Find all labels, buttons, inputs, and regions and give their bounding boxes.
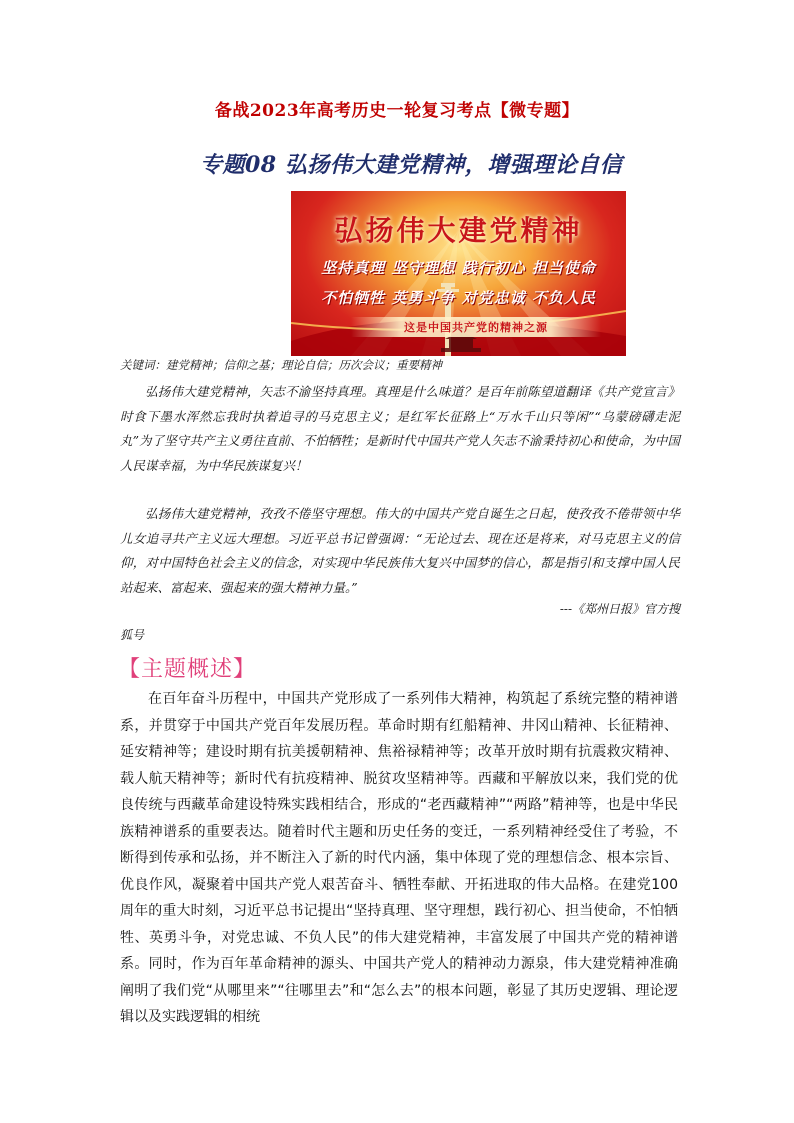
document-title: 备战2023年高考历史一轮复习考点【微专题】 — [214, 101, 580, 121]
banner-slogan-line-1: 坚持真理 坚守理想 践行初心 担当使命 — [321, 259, 596, 277]
section-heading: 【主题概述】 — [118, 657, 257, 682]
quote-paragraph-2: 弘扬伟大建党精神，孜孜不倦坚守理想。伟大的中国共产党自诞生之日起，使孜孜不倦带领中华儿女追寻共产主义远大理想。习近平总书记曾强调：“无论过去、现在还是将来，对马克思主义的信仰，对中国特色社会主义的信念，对实现中华民族伟大复兴中国梦的信心，都是指引和支撑中国人民站起来、富起来、强起来的强大精神力量。” — [120, 506, 680, 595]
quote-paragraph-1: 弘扬伟大建党精神，矢志不渝坚持真理。真理是什么味道？是百年前陈望道翻译《共产党宣言》时食下墨水浑然忘我时执着追寻的马克思主义；是红军长征路上“万水千山只等闲”“乌蒙磅礴走泥丸”为了坚守共产主义勇往直前、不怕牺牲；是新时代中国共产党人矢志不渝秉持初心和使命，为中国人民谋幸福，为中华民族谋复兴！ — [120, 384, 680, 473]
banner-slogan-line-2: 不怕牺牲 英勇斗争 对党忠诚 不负人民 — [321, 289, 596, 307]
banner-caption: 这是中国共产党的精神之源 — [351, 317, 601, 337]
banner-heading: 弘扬伟大建党精神 — [334, 214, 583, 247]
banner-image — [291, 191, 626, 356]
quote-source: ---《郑州日报》官方搜 — [559, 602, 680, 616]
topic-subtitle: 专题08 弘扬伟大建党精神，增强理论自信 — [200, 152, 623, 178]
quote-source-tail: 狐号 — [120, 628, 145, 642]
section-body-paragraph: 在百年奋斗历程中，中国共产党形成了一系列伟大精神，构筑起了系统完整的精神谱系，并贯穿于中国共产党百年发展历程。革命时期有红船精神、井冈山精神、长征精神、延安精神等；建设时期有抗美援朝精神、焦裕禄精神等；改革开放时期有抗震救灾精神、载人航天精神等；新时代有抗疫精神、脱贫攻坚精神等。西藏和平解放以来，我们党的优良传统与西藏革命建设特殊实践相结合，形成的“老西藏精神”“两路”精神等，也是中华民族精神谱系的重要表达。随着时代主题和历史任务的变迁，一系列精神经受住了考验，不断得到传承和弘扬，并不断注入了新的时代内涵，集中体现了党的理想信念、根本宗旨、优良作风，凝聚着中国共产党人艰苦奋斗、牺牲奉献、开拓进取的伟大品格。在建党100周年的重大时刻，习近平总书记提出“坚持真理、坚守理想，践行初心、担当使命，不怕牺牲、英勇斗争，对党忠诚、不负人民”的伟大建党精神，丰富发展了中国共产党的精神谱系。同时，作为百年革命精神的源头、中国共产党人的精神动力源泉，伟大建党精神准确阐明了我们党“从哪里来”“往哪里去”和“怎么去”的根本问题，彰显了其历史逻辑、理论逻辑以及实践逻辑的相统 — [120, 691, 678, 1025]
keywords-line: 关键词：建党精神；信仰之基；理论自信；历次会议；重要精神 — [120, 358, 442, 372]
